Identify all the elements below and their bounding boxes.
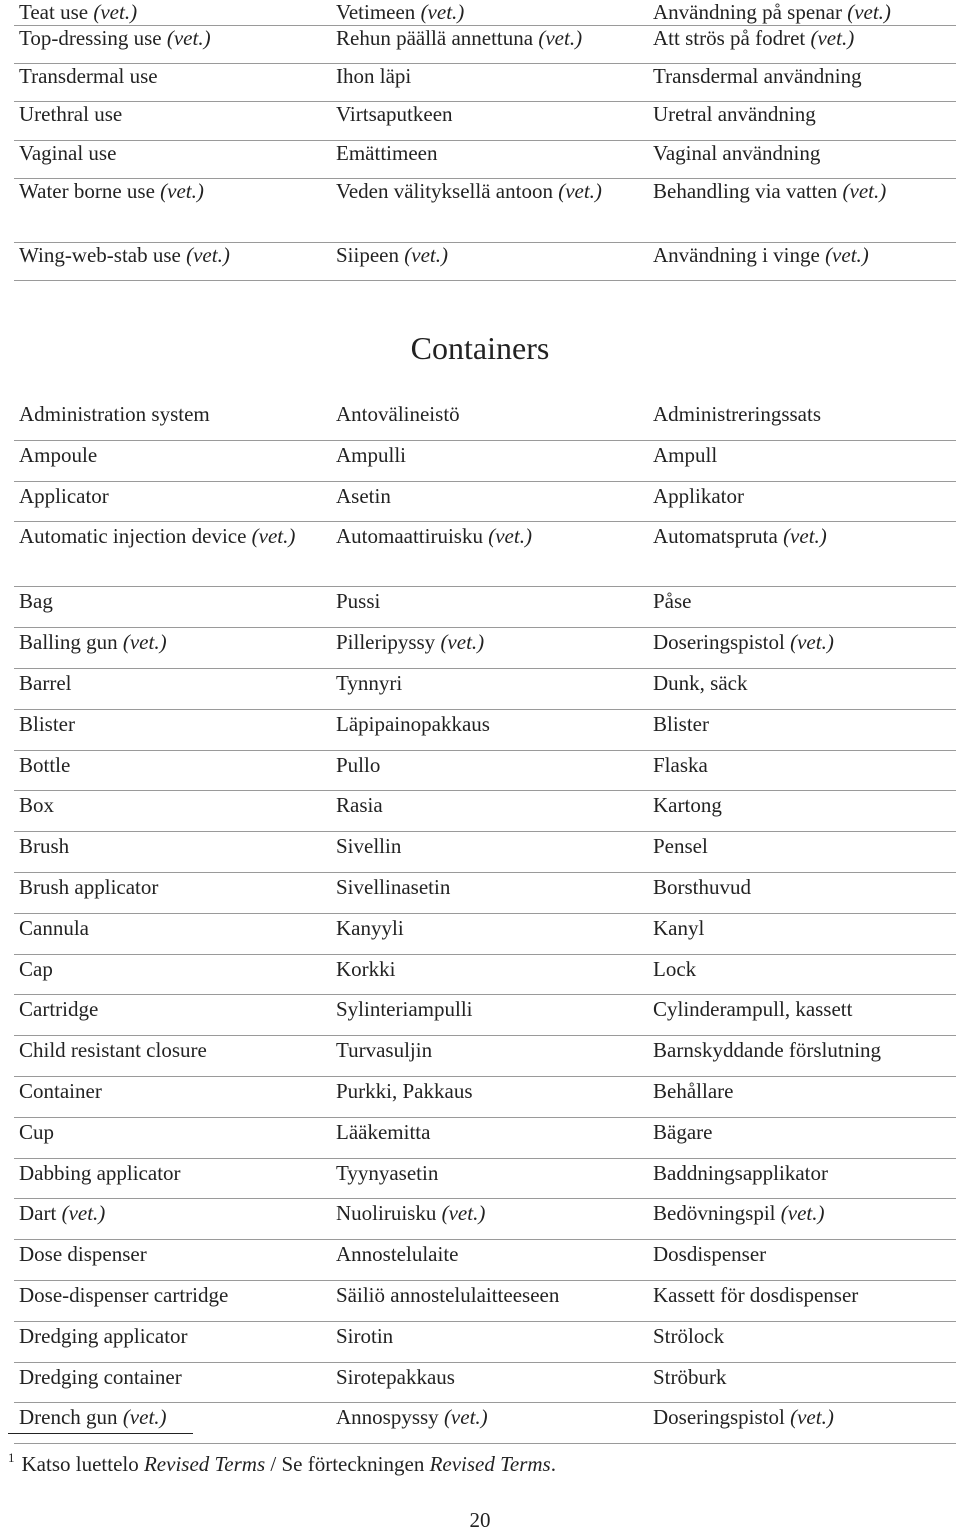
english-term: Transdermal use bbox=[14, 64, 331, 102]
english-term: Blister bbox=[14, 709, 331, 750]
swedish-term: Kanyl bbox=[648, 913, 956, 954]
english-term: Cap bbox=[14, 954, 331, 995]
swedish-term: Användning på spenar (vet.) bbox=[648, 0, 956, 26]
swedish-term: Dosdispenser bbox=[648, 1240, 956, 1281]
swedish-term: Automatspruta (vet.) bbox=[648, 522, 956, 587]
table-row bbox=[14, 1158, 956, 1199]
footnote bbox=[8, 1444, 556, 1478]
finnish-term: Vetimeen (vet.) bbox=[331, 0, 648, 26]
table-row bbox=[14, 522, 956, 587]
table-row bbox=[14, 1076, 956, 1117]
administration-routes-body bbox=[14, 0, 956, 280]
english-term: Automatic injection device (vet.) bbox=[14, 522, 331, 587]
swedish-term: Behandling via vatten (vet.) bbox=[648, 178, 956, 242]
table-row bbox=[14, 791, 956, 832]
swedish-term: Lock bbox=[648, 954, 956, 995]
english-term: Wing-web-stab use (vet.) bbox=[14, 242, 331, 280]
english-term: Dredging container bbox=[14, 1362, 331, 1403]
administration-routes-table bbox=[14, 0, 956, 281]
swedish-term: Borsthuvud bbox=[648, 872, 956, 913]
finnish-term: Antovälineistö bbox=[331, 400, 648, 440]
table-row bbox=[14, 1362, 956, 1403]
english-term: Box bbox=[14, 791, 331, 832]
english-term: Administration system bbox=[14, 400, 331, 440]
vet-marker: (vet.) bbox=[61, 1201, 106, 1226]
table-row bbox=[14, 872, 956, 913]
table-row bbox=[14, 832, 956, 873]
vet-marker: (vet.) bbox=[166, 26, 211, 50]
footnote-divider bbox=[8, 1433, 193, 1434]
swedish-term: Bedövningspil (vet.) bbox=[648, 1199, 956, 1240]
english-term: Container bbox=[14, 1076, 331, 1117]
containers-body bbox=[14, 400, 956, 1444]
vet-marker: (vet.) bbox=[160, 178, 204, 203]
vet-marker: (vet.) bbox=[558, 178, 602, 203]
vet-marker: (vet.) bbox=[790, 1405, 834, 1430]
finnish-term: Sivellin bbox=[331, 832, 648, 873]
english-term: Dabbing applicator bbox=[14, 1158, 331, 1199]
table-row bbox=[14, 1036, 956, 1077]
swedish-term: Strölock bbox=[648, 1321, 956, 1362]
vet-marker: (vet.) bbox=[783, 524, 827, 549]
table-row bbox=[14, 481, 956, 522]
table-row bbox=[14, 178, 956, 242]
english-term: Dose-dispenser cartridge bbox=[14, 1280, 331, 1321]
vet-marker: (vet.) bbox=[122, 1405, 167, 1430]
finnish-term: Pilleripyssy (vet.) bbox=[331, 628, 648, 669]
swedish-term: Uretral användning bbox=[648, 102, 956, 140]
vet-marker: (vet.) bbox=[251, 524, 296, 549]
finnish-term: Annospyssy (vet.) bbox=[331, 1403, 648, 1444]
english-term: Bag bbox=[14, 587, 331, 628]
footnote-text-before: Katso luettelo bbox=[21, 1452, 144, 1476]
table-row bbox=[14, 709, 956, 750]
english-term: Dredging applicator bbox=[14, 1321, 331, 1362]
table-row bbox=[14, 1403, 956, 1444]
english-term: Cartridge bbox=[14, 995, 331, 1036]
finnish-term: Purkki, Pakkaus bbox=[331, 1076, 648, 1117]
table-row bbox=[14, 400, 956, 440]
finnish-term: Veden välityksellä antoon (vet.) bbox=[331, 178, 648, 242]
english-term: Brush applicator bbox=[14, 872, 331, 913]
swedish-term: Pensel bbox=[648, 832, 956, 873]
vet-marker: (vet.) bbox=[122, 630, 167, 655]
swedish-term: Att strös på fodret (vet.) bbox=[648, 26, 956, 64]
footnote-text-mid: / Se förteckningen bbox=[265, 1452, 430, 1476]
vet-marker: (vet.) bbox=[810, 26, 855, 50]
swedish-term: Transdermal användning bbox=[648, 64, 956, 102]
finnish-term: Ampulli bbox=[331, 440, 648, 481]
english-term: Dart (vet.) bbox=[14, 1199, 331, 1240]
table-row bbox=[14, 102, 956, 140]
english-term: Drench gun (vet.) bbox=[14, 1403, 331, 1444]
english-term: Brush bbox=[14, 832, 331, 873]
table-row bbox=[14, 1321, 956, 1362]
finnish-term: Sirotin bbox=[331, 1321, 648, 1362]
footnote-marker: 1 bbox=[8, 1450, 15, 1465]
containers-table bbox=[14, 400, 956, 1444]
finnish-term: Säiliö annostelulaitteeseen bbox=[331, 1280, 648, 1321]
table-row bbox=[14, 587, 956, 628]
finnish-term: Asetin bbox=[331, 481, 648, 522]
swedish-term: Vaginal användning bbox=[648, 140, 956, 178]
swedish-term: Administreringssats bbox=[648, 400, 956, 440]
swedish-term: Cylinderampull, kassett bbox=[648, 995, 956, 1036]
table-row bbox=[14, 64, 956, 102]
english-term: Cannula bbox=[14, 913, 331, 954]
vet-marker: (vet.) bbox=[825, 242, 869, 267]
finnish-term: Virtsaputkeen bbox=[331, 102, 648, 140]
swedish-term: Påse bbox=[648, 587, 956, 628]
finnish-term: Rasia bbox=[331, 791, 648, 832]
vet-marker: (vet.) bbox=[186, 242, 230, 267]
page-number: 20 bbox=[469, 1508, 491, 1532]
table-row bbox=[14, 0, 956, 26]
swedish-term: Blister bbox=[648, 709, 956, 750]
finnish-term: Läpipainopakkaus bbox=[331, 709, 648, 750]
swedish-term: Bägare bbox=[648, 1117, 956, 1158]
english-term: Urethral use bbox=[14, 102, 331, 140]
finnish-term: Tynnyri bbox=[331, 668, 648, 709]
section-title: Containers bbox=[410, 330, 550, 366]
english-term: Top-dressing use (vet.) bbox=[14, 26, 331, 64]
swedish-term: Flaska bbox=[648, 750, 956, 791]
table-row bbox=[14, 140, 956, 178]
table-row bbox=[14, 1117, 956, 1158]
finnish-term: Pullo bbox=[331, 750, 648, 791]
english-term: Applicator bbox=[14, 481, 331, 522]
swedish-term: Ampull bbox=[648, 440, 956, 481]
finnish-term: Korkki bbox=[331, 954, 648, 995]
finnish-term: Emättimeen bbox=[331, 140, 648, 178]
english-term: Dose dispenser bbox=[14, 1240, 331, 1281]
vet-marker: (vet.) bbox=[441, 1201, 486, 1226]
table-row bbox=[14, 440, 956, 481]
vet-marker: (vet.) bbox=[842, 178, 887, 203]
finnish-term: Siipeen (vet.) bbox=[331, 242, 648, 280]
swedish-term: Ströburk bbox=[648, 1362, 956, 1403]
footnote-text-after: . bbox=[550, 1452, 556, 1476]
english-term: Vaginal use bbox=[14, 140, 331, 178]
english-term: Ampoule bbox=[14, 440, 331, 481]
table-row bbox=[14, 26, 956, 64]
finnish-term: Ihon läpi bbox=[331, 64, 648, 102]
swedish-term: Kartong bbox=[648, 791, 956, 832]
swedish-term: Applikator bbox=[648, 481, 956, 522]
swedish-term: Barnskyddande förslutning bbox=[648, 1036, 956, 1077]
vet-marker: (vet.) bbox=[420, 0, 465, 24]
swedish-term: Dunk, säck bbox=[648, 668, 956, 709]
table-row bbox=[14, 750, 956, 791]
finnish-term: Sirotepakkaus bbox=[331, 1362, 648, 1403]
table-row bbox=[14, 1199, 956, 1240]
swedish-term: Behållare bbox=[648, 1076, 956, 1117]
finnish-term: Lääkemitta bbox=[331, 1117, 648, 1158]
swedish-term: Baddningsapplikator bbox=[648, 1158, 956, 1199]
vet-marker: (vet.) bbox=[440, 630, 485, 655]
table-row bbox=[14, 668, 956, 709]
english-term: Cup bbox=[14, 1117, 331, 1158]
finnish-term: Tyynyasetin bbox=[331, 1158, 648, 1199]
vet-marker: (vet.) bbox=[780, 1201, 825, 1226]
finnish-term: Sylinteriampulli bbox=[331, 995, 648, 1036]
english-term: Child resistant closure bbox=[14, 1036, 331, 1077]
table-row bbox=[14, 954, 956, 995]
finnish-term: Sivellinasetin bbox=[331, 872, 648, 913]
footnote-italic-1: Revised Terms bbox=[143, 1452, 266, 1476]
vet-marker: (vet.) bbox=[93, 0, 138, 24]
swedish-term: Doseringspistol (vet.) bbox=[648, 628, 956, 669]
english-term: Bottle bbox=[14, 750, 331, 791]
vet-marker: (vet.) bbox=[790, 630, 834, 655]
finnish-term: Nuoliruisku (vet.) bbox=[331, 1199, 648, 1240]
finnish-term: Turvasuljin bbox=[331, 1036, 648, 1077]
table-row bbox=[14, 1240, 956, 1281]
table-row bbox=[14, 1280, 956, 1321]
finnish-term: Pussi bbox=[331, 587, 648, 628]
table-row bbox=[14, 628, 956, 669]
vet-marker: (vet.) bbox=[404, 242, 448, 267]
english-term: Barrel bbox=[14, 668, 331, 709]
swedish-term: Doseringspistol (vet.) bbox=[648, 1403, 956, 1444]
vet-marker: (vet.) bbox=[538, 26, 583, 50]
english-term: Teat use (vet.) bbox=[14, 0, 331, 26]
table-row bbox=[14, 913, 956, 954]
vet-marker: (vet.) bbox=[443, 1405, 488, 1430]
vet-marker: (vet.) bbox=[488, 524, 532, 549]
swedish-term: Användning i vinge (vet.) bbox=[648, 242, 956, 280]
swedish-term: Kassett för dosdispenser bbox=[648, 1280, 956, 1321]
finnish-term: Annostelulaite bbox=[331, 1240, 648, 1281]
vet-marker: (vet.) bbox=[847, 0, 891, 24]
english-term: Balling gun (vet.) bbox=[14, 628, 331, 669]
table-row bbox=[14, 995, 956, 1036]
table-row bbox=[14, 242, 956, 280]
finnish-term: Automaattiruisku (vet.) bbox=[331, 522, 648, 587]
finnish-term: Kanyyli bbox=[331, 913, 648, 954]
english-term: Water borne use (vet.) bbox=[14, 178, 331, 242]
footnote-italic-2: Revised Terms bbox=[429, 1452, 551, 1476]
finnish-term: Rehun päällä annettuna (vet.) bbox=[331, 26, 648, 64]
